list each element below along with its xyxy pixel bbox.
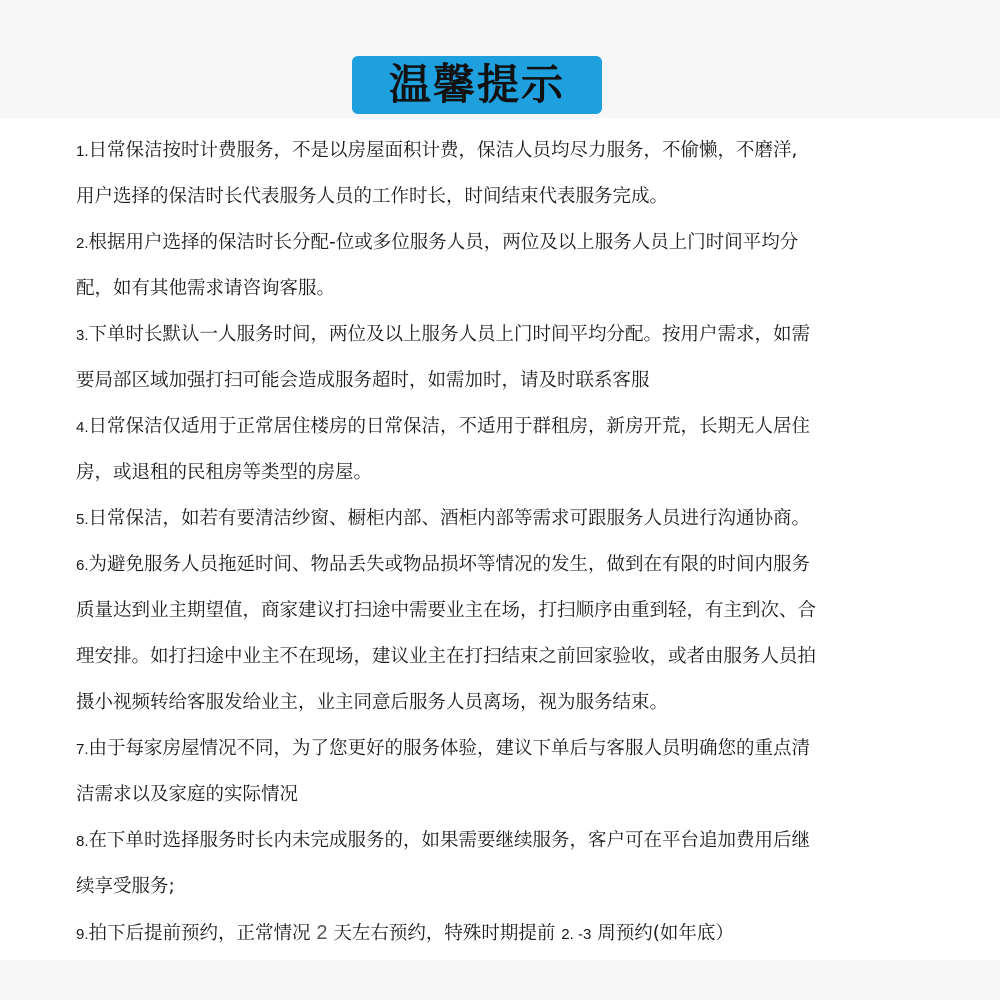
notice-text: 房，或退租的民租房等类型的房屋。 (76, 462, 373, 483)
notice-text: 日常保洁仅适用于正常居住楼房的日常保洁，不适用于群租房，新房开荒，长期无人居住 (88, 416, 811, 437)
item-number: 2. (76, 235, 89, 252)
page-title: 温馨提示 (388, 60, 565, 109)
notice-line (76, 542, 896, 588)
notice-line (76, 174, 896, 220)
notice-text: 下单时长默认一人服务时间，两位及以上服务人员上门时间平均分配。按用户需求，如需 (88, 324, 811, 345)
notice-text: 在下单时选择服务时长内未完成服务的，如果需要继续服务，客户可在平台追加费用后继 (88, 830, 811, 851)
notice-item-7 (76, 726, 896, 818)
item9-weeks-range: 2. -3 (561, 926, 592, 943)
notice-item-1 (76, 128, 896, 220)
item9-text-part3: 周预约(如年底） (591, 923, 734, 944)
notice-item-5 (76, 496, 896, 542)
notice-text: 日常保洁按时计费服务，不是以房屋面积计费，保洁人员均尽力服务，不偷懒，不磨洋, (88, 140, 798, 161)
item-number: 8. (76, 833, 89, 850)
notice-item-6 (76, 542, 896, 726)
notice-line (76, 266, 896, 312)
notice-list (76, 128, 896, 956)
notice-line (76, 772, 896, 818)
notice-text: 理安排。如打扫途中业主不在现场，建议业主在打扫结束之前回家验收，或者由服务人员拍 (76, 646, 817, 667)
notice-text: 日常保洁，如若有要清洁纱窗、橱柜内部、酒柜内部等需求可跟服务人员进行沟通协商。 (88, 508, 811, 529)
item-number: 1. (76, 143, 89, 160)
notice-text: 用户选择的保洁时长代表服务人员的工作时长，时间结束代表服务完成。 (76, 186, 669, 207)
notice-line (76, 726, 896, 772)
item-number: 3. (76, 327, 89, 344)
notice-item-3 (76, 312, 896, 404)
notice-line (76, 910, 896, 956)
title-banner (352, 56, 602, 114)
notice-items (76, 128, 896, 910)
notice-text: 配，如有其他需求请咨询客服。 (76, 278, 336, 299)
notice-line (76, 404, 896, 450)
notice-item-4 (76, 404, 896, 496)
notice-text: 摄小视频转给客服发给业主，业主同意后服务人员离场，视为服务结束。 (76, 692, 669, 713)
notice-line (76, 864, 896, 910)
item-number: 5. (76, 511, 89, 528)
notice-item-9 (76, 910, 896, 956)
notice-text: 要局部区域加强打扫可能会造成服务超时，如需加时，请及时联系客服 (76, 370, 650, 391)
notice-text: 根据用户选择的保洁时长分配-位或多位服务人员，两位及以上服务人员上门时间平均分 (88, 232, 799, 253)
notice-line (76, 312, 896, 358)
notice-text: 洁需求以及家庭的实际情况 (76, 784, 299, 805)
notice-line (76, 634, 896, 680)
notice-line (76, 818, 896, 864)
notice-item-8 (76, 818, 896, 910)
item-number: 9. (76, 926, 89, 943)
notice-text: 续享受服务; (76, 876, 175, 897)
notice-line (76, 450, 896, 496)
item-number: 4. (76, 419, 89, 436)
footer-band (0, 960, 1000, 1000)
item9-text-part1: 拍下后提前预约，正常情况 (88, 923, 317, 944)
item-number: 7. (76, 741, 89, 758)
notice-line (76, 496, 896, 542)
notice-line (76, 220, 896, 266)
notice-text: 由于每家房屋情况不同，为了您更好的服务体验，建议下单后与客服人员明确您的重点清 (88, 738, 811, 759)
notice-line (76, 680, 896, 726)
notice-line (76, 128, 896, 174)
item9-days-number: 2 (316, 922, 328, 944)
item9-text-part2: 天左右预约，特殊时期提前 (327, 923, 562, 944)
notice-item-2 (76, 220, 896, 312)
notice-text: 为避免服务人员拖延时间、物品丢失或物品损坏等情况的发生，做到在有限的时间内服务 (88, 554, 811, 575)
notice-text: 质量达到业主期望值，商家建议打扫途中需要业主在场，打扫顺序由重到轻，有主到次、合 (76, 600, 817, 621)
item-number: 6. (76, 557, 89, 574)
notice-line (76, 588, 896, 634)
notice-line (76, 358, 896, 404)
